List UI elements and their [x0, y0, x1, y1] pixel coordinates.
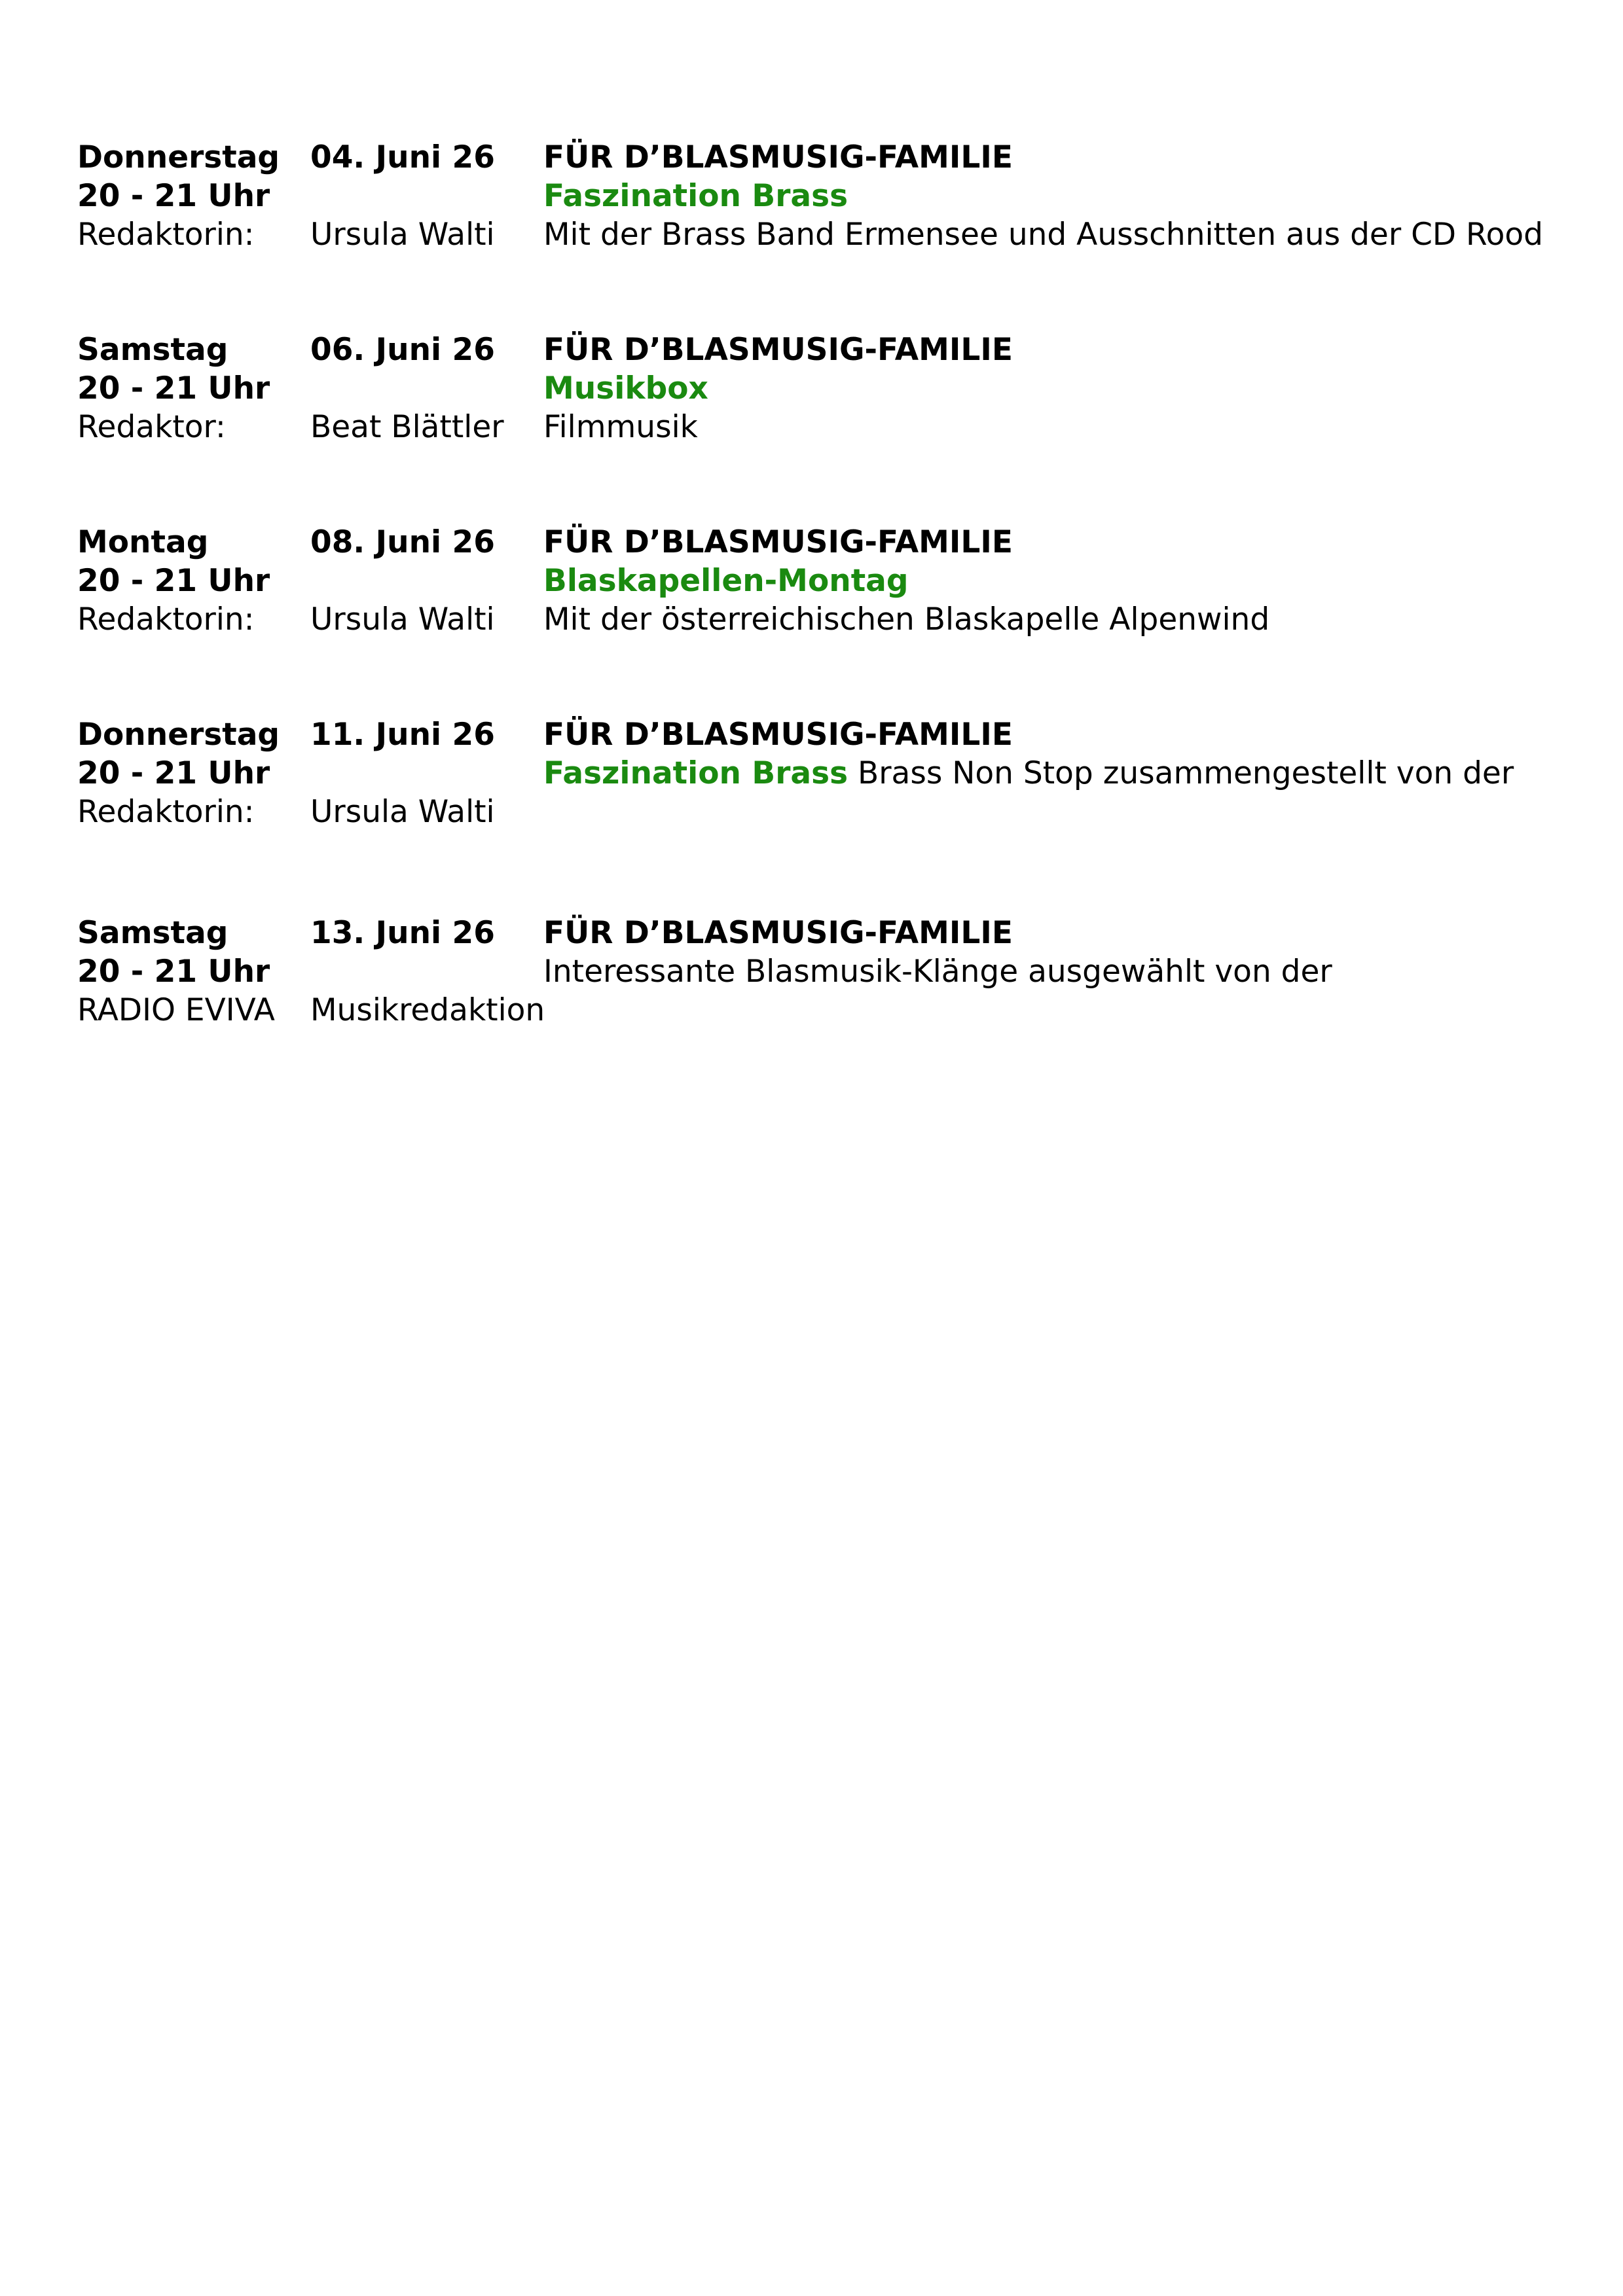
entry-show-title: Faszination Brass — [543, 755, 848, 791]
entry-series: FÜR D’BLASMUSIG-FAMILIE — [543, 915, 1013, 951]
entry-date: 13. Juni 26 — [310, 915, 495, 951]
schedule-entry — [77, 914, 1583, 1030]
entry-header-line — [77, 138, 1583, 177]
entry-show-extra: Brass Non Stop zusammengestellt von der — [848, 755, 1514, 791]
entry-day: Samstag — [77, 915, 228, 951]
entry-date: 08. Juni 26 — [310, 524, 495, 560]
schedule-entry — [77, 138, 1583, 254]
entry-day: Donnerstag — [77, 717, 280, 753]
entry-day: Samstag — [77, 332, 228, 368]
entry-date: 11. Juni 26 — [310, 717, 495, 753]
entry-series: FÜR D’BLASMUSIG-FAMILIE — [543, 524, 1013, 560]
entry-time: 20 - 21 Uhr — [77, 178, 270, 214]
entry-time-line — [77, 562, 1583, 600]
entry-editor-line — [77, 991, 1583, 1030]
entry-header-line — [77, 523, 1583, 562]
entry-show-extra: Interessante Blasmusik-Klänge ausgewählt von der — [543, 954, 1332, 990]
entry-editor-line — [77, 793, 1583, 831]
entry-time-line — [77, 754, 1583, 793]
entry-editor-line — [77, 408, 1583, 446]
entry-description: Filmmusik — [543, 409, 698, 445]
schedule-entry — [77, 331, 1583, 446]
schedule-entry — [77, 715, 1583, 831]
entry-description: Mit der Brass Band Ermensee und Ausschnitten aus der CD Rood — [543, 217, 1543, 253]
entry-show-title: Blaskapellen-Montag — [543, 563, 909, 599]
entry-day: Donnerstag — [77, 139, 280, 175]
entry-description: Mit der österreichischen Blaskapelle Alpenwind — [543, 601, 1270, 637]
entry-date: 06. Juni 26 — [310, 332, 495, 368]
entry-editor-label: RADIO EVIVA — [77, 992, 275, 1028]
entry-editor: Ursula Walti — [310, 217, 495, 253]
entry-header-line — [77, 914, 1583, 952]
entry-editor: Ursula Walti — [310, 794, 495, 830]
entry-day: Montag — [77, 524, 209, 560]
entry-editor-label: Redaktorin: — [77, 794, 255, 830]
entry-time: 20 - 21 Uhr — [77, 954, 270, 990]
entry-editor-line — [77, 600, 1583, 639]
entry-time-line — [77, 369, 1583, 408]
entry-editor-label: Redaktorin: — [77, 217, 255, 253]
entry-date: 04. Juni 26 — [310, 139, 495, 175]
entry-editor-line — [77, 215, 1583, 254]
entry-time-line — [77, 177, 1583, 215]
entry-editor: Beat Blättler — [310, 409, 504, 445]
entry-editor: Ursula Walti — [310, 601, 495, 637]
entry-header-line — [77, 715, 1583, 754]
entry-series: FÜR D’BLASMUSIG-FAMILIE — [543, 139, 1013, 175]
entry-editor-label: Redaktor: — [77, 409, 226, 445]
entry-time: 20 - 21 Uhr — [77, 755, 270, 791]
entry-time: 20 - 21 Uhr — [77, 370, 270, 406]
entry-editor: Musikredaktion — [310, 992, 545, 1028]
entry-editor-label: Redaktorin: — [77, 601, 255, 637]
entry-show-title: Musikbox — [543, 370, 708, 406]
entry-series: FÜR D’BLASMUSIG-FAMILIE — [543, 717, 1013, 753]
entry-show-title: Faszination Brass — [543, 178, 848, 214]
entry-time: 20 - 21 Uhr — [77, 563, 270, 599]
schedule-entry — [77, 523, 1583, 639]
entry-time-line — [77, 952, 1583, 991]
entry-header-line — [77, 331, 1583, 369]
entry-series: FÜR D’BLASMUSIG-FAMILIE — [543, 332, 1013, 368]
